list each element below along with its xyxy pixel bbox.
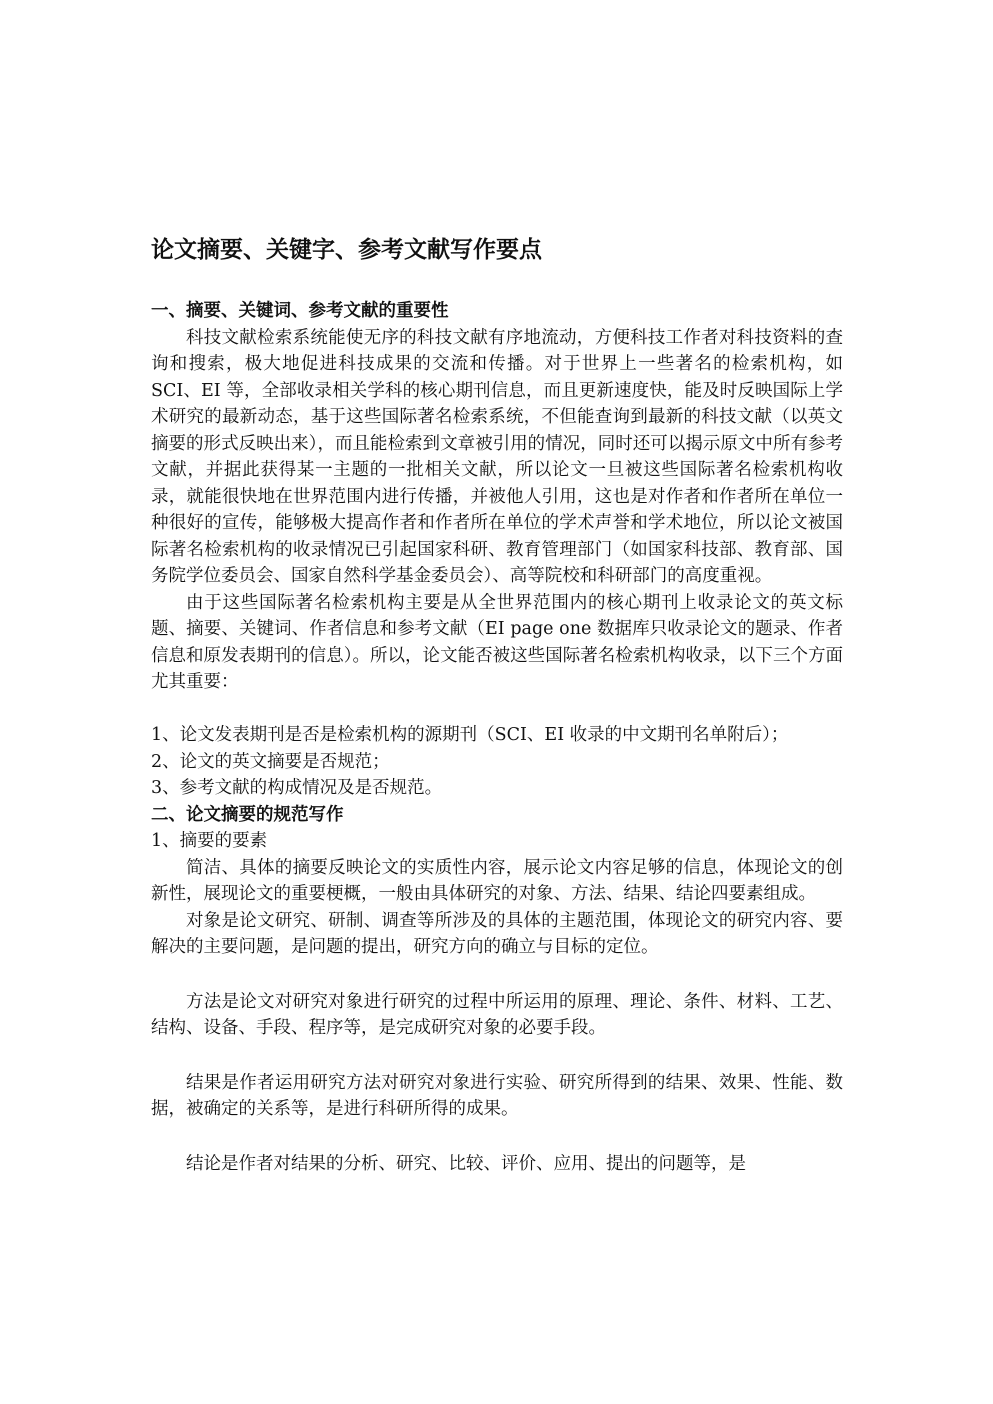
section-heading-abstract-writing: 二、论文摘要的规范写作 <box>151 804 344 825</box>
paragraph-conclusion: 结论是作者对结果的分析、研究、比较、评价、应用、提出的问题等，是 <box>186 1153 746 1174</box>
paragraph-spacer <box>151 696 843 723</box>
paragraph-result: 结果是作者运用研究方法对研究对象进行实验、研究所得到的结果、效果、性能、数据，被确定的关系等，是进行科研所得的成果。 <box>151 1072 843 1119</box>
paragraph-retrieval-systems: 科技文献检索系统能使无序的科技文献有序地流动，方便科技工作者对科技资料的查询和搜索，极大地促进科技成果的交流和传播。对于世界上一些著名的检索机构，如 SCI、EI 等，全部收录相关学科的核心期刊信息，而且更新速度快，能及时反映国际上学术研究的最新动态，基于这些国际著名检索系统，不但能查询到最新的科技文献（以英文摘要的形式反映出来），而且能检索到文章被引用的情况，同时还可以揭示原文中所有参考文献，并据此获得某一主题的一批相关文献，所以论文一旦被这些国际著名检索机构收录，就能很快地在世界范围内进行传播，并被他人引用，这也是对作者和作者所在单位一种很好的宣传，能够极大提高作者和作者所在单位的学术声誉和学术地位，所以论文被国际著名检索机构的收录情况已引起国家科研、教育管理部门（如国家科技部、教育部、国务院学位委员会、国家自然科学基金委员会）、高等院校和科研部门的高度重视。 <box>151 327 843 586</box>
paragraph-indexing-scope: 由于这些国际著名检索机构主要是从全世界范围内的核心期刊上收录论文的英文标题、摘要、关键词、作者信息和参考文献（EI page one 数据库只收录论文的题录、作者信息和原发表期刊的信息）。所以，论文能否被这些国际著名检索机构收录，以下三个方面尤其重要： <box>151 592 843 692</box>
section-heading-importance: 一、摘要、关键词、参考文献的重要性 <box>151 301 449 321</box>
paragraph-spacer <box>151 1042 843 1070</box>
list-item: 2、论文的英文摘要是否规范； <box>151 751 390 772</box>
paragraph-spacer <box>151 961 843 989</box>
paragraph-object: 对象是论文研究、研制、调查等所涉及的具体的主题范围，体现论文的研究内容、要解决的主要问题，是问题的提出，研究方向的确立与目标的定位。 <box>151 910 843 957</box>
paragraph-abstract-overview: 简洁、具体的摘要反映论文的实质性内容，展示论文内容足够的信息，体现论文的创新性，展现论文的重要梗概，一般由具体研究的对象、方法、结果、结论四要素组成。 <box>151 857 843 904</box>
document-body <box>151 298 843 1177</box>
subheading-abstract-elements: 1、摘要的要素 <box>151 831 268 851</box>
list-item: 1、论文发表期刊是否是检索机构的源期刊（SCI、EI 收录的中文期刊名单附后）； <box>151 725 789 745</box>
list-item: 3、参考文献的构成情况及是否规范。 <box>151 778 443 798</box>
paragraph-method: 方法是论文对研究对象进行研究的过程中所运用的原理、理论、条件、材料、工艺、结构、设备、手段、程序等，是完成研究对象的必要手段。 <box>151 991 843 1038</box>
paragraph-spacer <box>151 1123 843 1151</box>
page-title: 论文摘要、关键字、参考文献写作要点 <box>151 236 542 263</box>
